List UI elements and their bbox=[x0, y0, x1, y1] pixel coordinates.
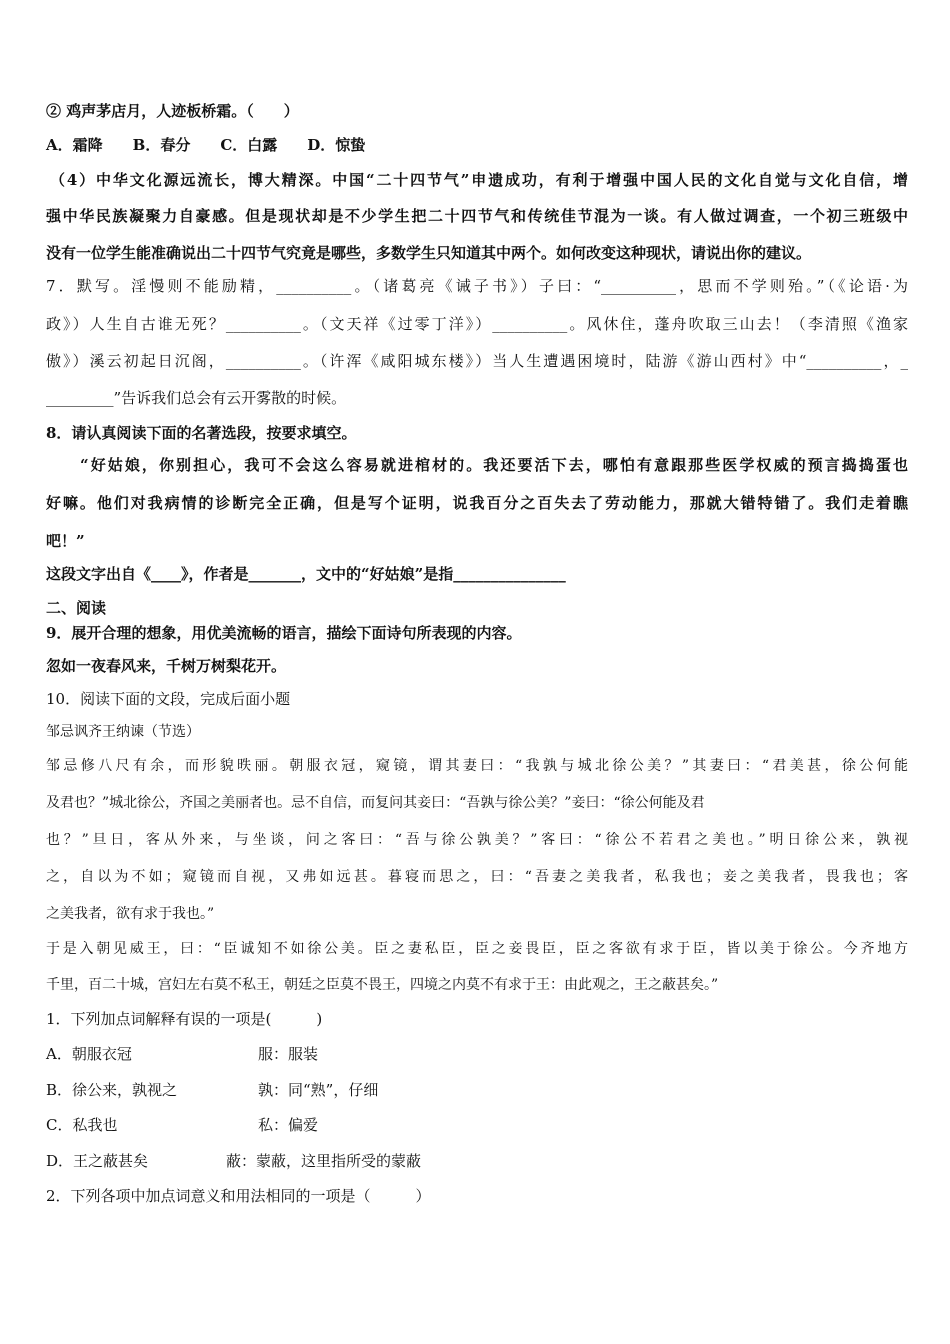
question-10-prompt: 10．阅读下面的文段，完成后面小题 bbox=[46, 690, 291, 708]
option-key: A．朝服衣冠 bbox=[46, 1045, 132, 1063]
question-8-fill: 这段文字出自《____》，作者是_______，文中的“好姑娘”是指_______________ bbox=[46, 565, 566, 583]
question-8-passage-line: 好嘛。他们对我病情的诊断完全正确，但是写个证明，说我百分之百失去了劳动能力，那就大错特错了。我们走着瞧 bbox=[46, 494, 908, 512]
passage-line: 之美我者，欲有求于我也。” bbox=[46, 906, 215, 922]
option-key: B．徐公来，孰视之 bbox=[46, 1081, 178, 1099]
option-value: 服：服装 bbox=[258, 1045, 319, 1063]
question-8-prompt: 8．请认真阅读下面的名著选段，按要求填空。 bbox=[46, 424, 357, 442]
passage-line: 也？”旦日，客从外来，与坐谈，问之客曰：“吾与徐公孰美？”客曰：“徐公不若君之美也。”明日徐公来，孰视 bbox=[46, 832, 908, 848]
question-7-line: 傲》）溪云初起日沉阁，__________。（许浑《咸阳城东楼》）当人生遭遇困境时，陆游《游山西村》中“__________，_ bbox=[46, 352, 908, 370]
option-value: 蔽：蒙蔽，这里指所受的蒙蔽 bbox=[226, 1152, 422, 1170]
passage-line: 及君也？”城北徐公，齐国之美丽者也。忌不自信，而复问其妾曰：“吾孰与徐公美？”妾曰：“徐公何能及君 bbox=[46, 795, 705, 811]
question-6-4-line: 强中华民族凝聚力自豪感。但是现状却是不少学生把二十四节气和传统佳节混为一谈。有人做过调查，一个初三班级中 bbox=[46, 207, 908, 225]
option-value: 私：偏爱 bbox=[258, 1116, 319, 1134]
option-value: 孰：同“熟”，仔细 bbox=[258, 1081, 379, 1099]
option-a bbox=[46, 1044, 908, 1064]
question-7-line: _________”告诉我们总会有云开雾散的时候。 bbox=[46, 389, 347, 407]
option-b bbox=[46, 1080, 908, 1100]
option-key: D．王之蔽甚矣 bbox=[46, 1152, 149, 1170]
question-7-line: 政》）人生自古谁无死？__________。（文天祥《过零丁洋》）__________。风休住，蓬舟吹取三山去！（李清照《渔家 bbox=[46, 315, 908, 333]
question-7-line: 7．默写。淫慢则不能励精，__________。（诸葛亮《诫子书》）子曰：“__________，思而不学则殆。”（《论语·为 bbox=[46, 277, 908, 295]
question-9-prompt: 9．展开合理的想象，用优美流畅的语言，描绘下面诗句所表现的内容。 bbox=[46, 624, 522, 642]
question-8-passage-line: 吧！” bbox=[46, 532, 85, 550]
passage-line: 之，自以为不如；窥镜而自视，又弗如远甚。暮寝而思之，曰：“吾妻之美我者，私我也；妾之美我者，畏我也；客 bbox=[46, 869, 908, 885]
passage-title: 邹忌讽齐王纳谏（节选） bbox=[46, 724, 200, 740]
passage-line: 千里，百二十城，宫妇左右莫不私王，朝廷之臣莫不畏王，四境之内莫不有求于王：由此观之，王之蔽甚矣。” bbox=[46, 977, 719, 993]
question-8-passage-line: “好姑娘，你别担心，我可不会这么容易就进棺材的。我还要活下去，哪怕有意跟那些医学权威的预言捣捣蛋也 bbox=[80, 456, 908, 474]
passage-line: 于是入朝见威王，曰：“臣诚知不如徐公美。臣之妻私臣，臣之妾畏臣，臣之客欲有求于臣，皆以美于徐公。今齐地方 bbox=[46, 941, 908, 957]
question-6-4-line: 没有一位学生能准确说出二十四节气究竟是哪些，多数学生只知道其中两个。如何改变这种现状，请说出你的建议。 bbox=[46, 244, 812, 262]
question-6-line: ② 鸡声茅店月，人迹板桥霜。（ ） bbox=[46, 102, 299, 120]
question-6-4-line: （4）中华文化源远流长，博大精深。中国“二十四节气”申遗成功，有利于增强中国人民的文化自觉与文化自信，增 bbox=[50, 171, 908, 189]
sub-question-2-prompt: 2．下列各项中加点词意义和用法相同的一项是（ ） bbox=[46, 1187, 431, 1205]
option-d bbox=[46, 1151, 908, 1171]
option-c bbox=[46, 1115, 908, 1135]
question-6-options: A．霜降 B．春分 C．白露 D．惊蛰 bbox=[46, 136, 366, 154]
passage-line: 邹忌修八尺有余，而形貌昳丽。朝服衣冠，窥镜，谓其妻曰：“我孰与城北徐公美？”其妻曰：“君美甚，徐公何能 bbox=[46, 758, 908, 774]
sub-question-1-prompt: 1．下列加点词解释有误的一项是( ) bbox=[46, 1010, 323, 1028]
option-key: C．私我也 bbox=[46, 1116, 118, 1134]
section-title: 二、阅读 bbox=[46, 599, 107, 617]
question-9-poem: 忽如一夜春风来，千树万树梨花开。 bbox=[46, 657, 287, 675]
